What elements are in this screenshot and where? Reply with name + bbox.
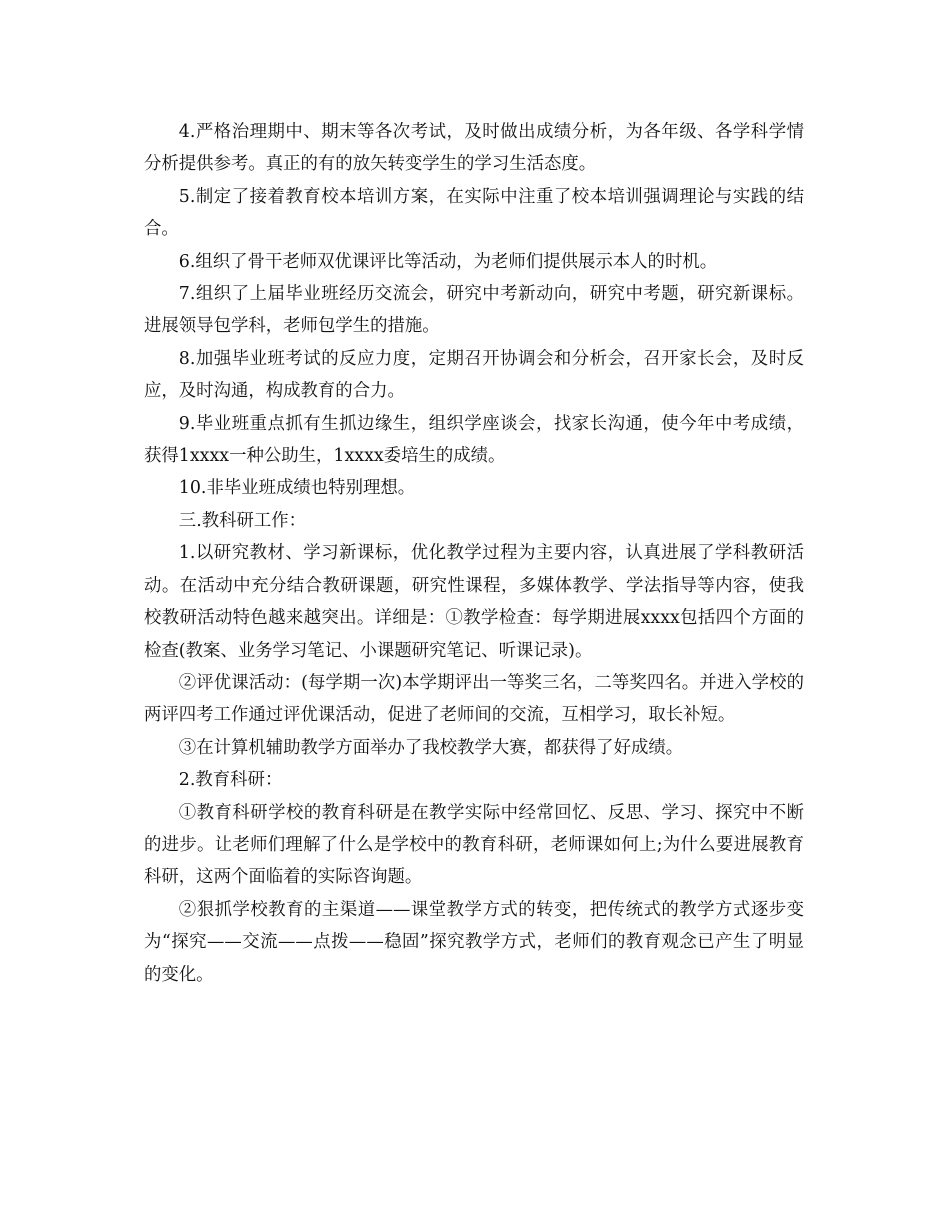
paragraph-graduating-class: 9.毕业班重点抓有生抓边缘生，组织学座谈会，找家长沟通，使今年中考成绩，获得1xxxx一种公助生，1xxxx委培生的成绩。	[144, 413, 804, 467]
subheading-education-research: 2.教育科研：	[178, 770, 283, 791]
paragraph-computer-teaching: ③在计算机辅助教学方面举办了我校教学大赛，都获得了好成绩。	[178, 737, 684, 758]
paragraph-lesson-competition: 6.组织了骨干老师双优课评比等活动，为老师们提供展示本人的时机。	[178, 251, 718, 272]
paragraph-exam-management: 4.严格治理期中、期末等各次考试，及时做出成绩分析，为各年级、各学科学情分析提供参考。真正的有的放矢转变学生的学习生活态度。	[144, 122, 804, 175]
paragraph-teaching-research: 1.以研究教材、学习新课标，优化教学过程为主要内容，认真进展了学科教研活动。在活动中充分结合教研课题，研究性课程，多媒体教学、学法指导等内容，使我校教研活动特色越来越突出。详细是：①教学检查：每学期进展xxxx包括四个方面的检查(教案、业务学习笔记、小课题研究笔记、听课记录)。	[144, 543, 804, 661]
section-heading-research: 三.教科研工作：	[178, 510, 307, 531]
paragraph-excellent-lessons: ②评优课活动：(每学期一次)本学期评出一等奖三名，二等奖四名。并进入学校的两评四考工作通过评优课活动，促进了老师间的交流，互相学习，取长补短。	[144, 672, 804, 726]
paragraph-training-plan: 5.制定了接着教育校本培训方案，在实际中注重了校本培训强调理论与实践的结合。	[144, 186, 804, 240]
paragraph-classroom-reform: ②狠抓学校教育的主渠道——课堂教学方式的转变，把传统式的教学方式逐步变为“探究——交流——点拨——稳固”探究教学方式，老师们的教育观念已产生了明显的变化。	[144, 899, 804, 985]
document-page	[144, 116, 804, 991]
paragraph-exam-feedback: 8.加强毕业班考试的反应力度，定期召开协调会和分析会，召开家长会，及时反应，及时沟通，构成教育的合力。	[144, 348, 804, 402]
paragraph-non-graduating: 10.非毕业班成绩也特别理想。	[178, 478, 416, 499]
paragraph-research-reflection: ①教育科研学校的教育科研是在教学实际中经常回忆、反思、学习、探究中不断的进步。让老师们理解了什么是学校中的教育科研，老师课如何上;为什么要进展教育科研，这两个面临着的实际咨询题。	[144, 802, 804, 888]
paragraph-experience-exchange: 7.组织了上届毕业班经历交流会，研究中考新动向，研究中考题，研究新课标。进展领导包学科，老师包学生的措施。	[144, 284, 804, 337]
